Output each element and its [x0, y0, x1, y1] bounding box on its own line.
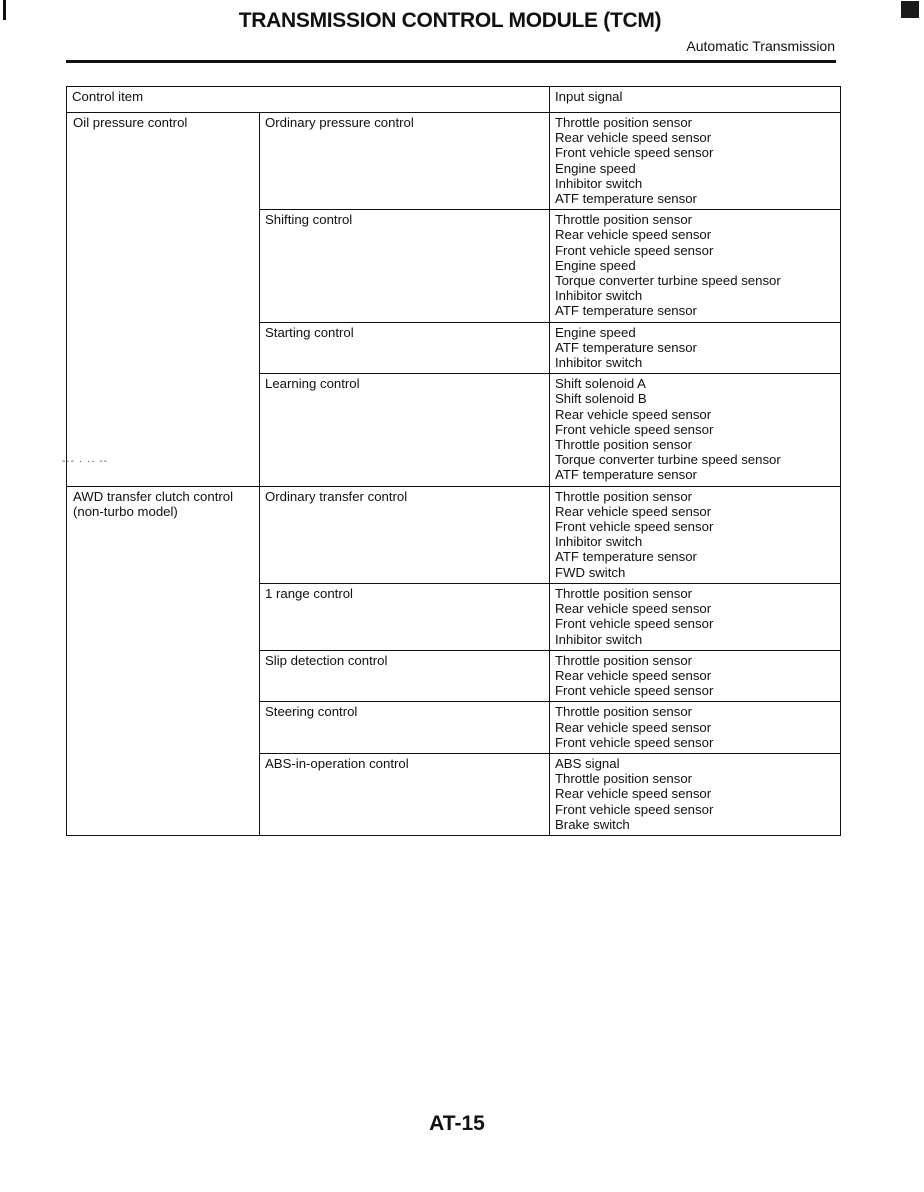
- signal-item: ATF temperature sensor: [555, 549, 697, 565]
- signal-item: Rear vehicle speed sensor: [555, 503, 712, 519]
- signal-item: Torque converter turbine speed sensor: [555, 273, 781, 289]
- signal-item: Rear vehicle speed sensor: [555, 227, 712, 243]
- signal-item: ABS signal: [555, 755, 620, 771]
- section-label: Automatic Transmission: [686, 38, 835, 54]
- table-row: [67, 486, 841, 583]
- header-rule: [66, 60, 836, 63]
- signal-item: Rear vehicle speed sensor: [555, 601, 712, 617]
- signal-item: Inhibitor switch: [555, 355, 643, 371]
- signal-item: Torque converter turbine speed sensor: [555, 452, 781, 468]
- signal-item: Shift solenoid A: [555, 376, 646, 392]
- margin-tab-marker: [901, 1, 919, 18]
- signal-item: Throttle position sensor: [555, 585, 693, 601]
- header-control-item: Control item: [67, 87, 550, 113]
- control-shifting: Shifting control: [260, 210, 550, 322]
- signal-list: [550, 322, 841, 374]
- signal-item: Throttle position sensor: [555, 488, 693, 504]
- signal-item: Front vehicle speed sensor: [555, 421, 714, 437]
- signal-item: ATF temperature sensor: [555, 303, 697, 319]
- signal-item: Throttle position sensor: [555, 652, 693, 668]
- signal-item: Throttle position sensor: [555, 704, 693, 720]
- signal-item: Inhibitor switch: [555, 534, 643, 550]
- signal-item: Inhibitor switch: [555, 175, 643, 191]
- group-name-line: AWD transfer clutch control: [73, 488, 234, 504]
- signal-item: Engine speed: [555, 324, 636, 340]
- signal-item: Rear vehicle speed sensor: [555, 667, 712, 683]
- signal-list: [550, 702, 841, 754]
- signal-item: Front vehicle speed sensor: [555, 145, 714, 161]
- signal-list: [550, 583, 841, 650]
- group-oil-pressure-control: Oil pressure control: [67, 113, 260, 487]
- signal-item: Inhibitor switch: [555, 631, 643, 647]
- signal-item: Front vehicle speed sensor: [555, 734, 714, 750]
- signal-item: Engine speed: [555, 257, 636, 273]
- control-starting: Starting control: [260, 322, 550, 374]
- signal-item: Throttle position sensor: [555, 115, 693, 130]
- signal-list: [550, 374, 841, 486]
- page-number: AT-15: [429, 1112, 485, 1135]
- signal-list: [550, 753, 841, 835]
- signal-item: Throttle position sensor: [555, 771, 693, 787]
- signal-item: Inhibitor switch: [555, 288, 643, 304]
- signal-item: ATF temperature sensor: [555, 467, 697, 483]
- signal-item: Rear vehicle speed sensor: [555, 719, 712, 735]
- signal-item: Throttle position sensor: [555, 437, 693, 453]
- group-name-note: (non-turbo model): [73, 503, 178, 519]
- signal-item: FWD switch: [555, 564, 626, 580]
- control-ordinary-transfer: Ordinary transfer control: [260, 486, 550, 583]
- header-input-signal: Input signal: [550, 87, 841, 113]
- control-learning: Learning control: [260, 374, 550, 486]
- signal-list: [550, 486, 841, 583]
- signal-item: Rear vehicle speed sensor: [555, 406, 712, 422]
- control-slip-detection: Slip detection control: [260, 650, 550, 702]
- signal-item: Engine speed: [555, 160, 636, 176]
- scan-artifact-mark: -·- · ·· --: [62, 456, 108, 467]
- control-steering: Steering control: [260, 702, 550, 754]
- control-ordinary-pressure: Ordinary pressure control: [260, 113, 550, 210]
- signal-item: ATF temperature sensor: [555, 339, 697, 355]
- signal-list: [550, 210, 841, 322]
- table-header-row: [67, 87, 841, 113]
- signal-item: Throttle position sensor: [555, 212, 693, 228]
- signal-item: Brake switch: [555, 816, 630, 832]
- control-item-table: [66, 86, 841, 836]
- signal-item: Shift solenoid B: [555, 391, 647, 407]
- group-awd-transfer-clutch-control: [67, 486, 260, 835]
- signal-item: Front vehicle speed sensor: [555, 519, 714, 535]
- page-title: TRANSMISSION CONTROL MODULE (TCM): [238, 9, 662, 32]
- signal-item: Front vehicle speed sensor: [555, 683, 714, 699]
- signal-item: Rear vehicle speed sensor: [555, 786, 712, 802]
- control-1-range: 1 range control: [260, 583, 550, 650]
- signal-item: Front vehicle speed sensor: [555, 801, 714, 817]
- table-row: [67, 113, 841, 210]
- signal-item: Front vehicle speed sensor: [555, 616, 714, 632]
- signal-item: Rear vehicle speed sensor: [555, 130, 712, 146]
- signal-item: Front vehicle speed sensor: [555, 242, 714, 258]
- signal-list: [550, 113, 841, 210]
- signal-item: ATF temperature sensor: [555, 191, 697, 207]
- control-abs-in-operation: ABS-in-operation control: [260, 753, 550, 835]
- signal-list: [550, 650, 841, 702]
